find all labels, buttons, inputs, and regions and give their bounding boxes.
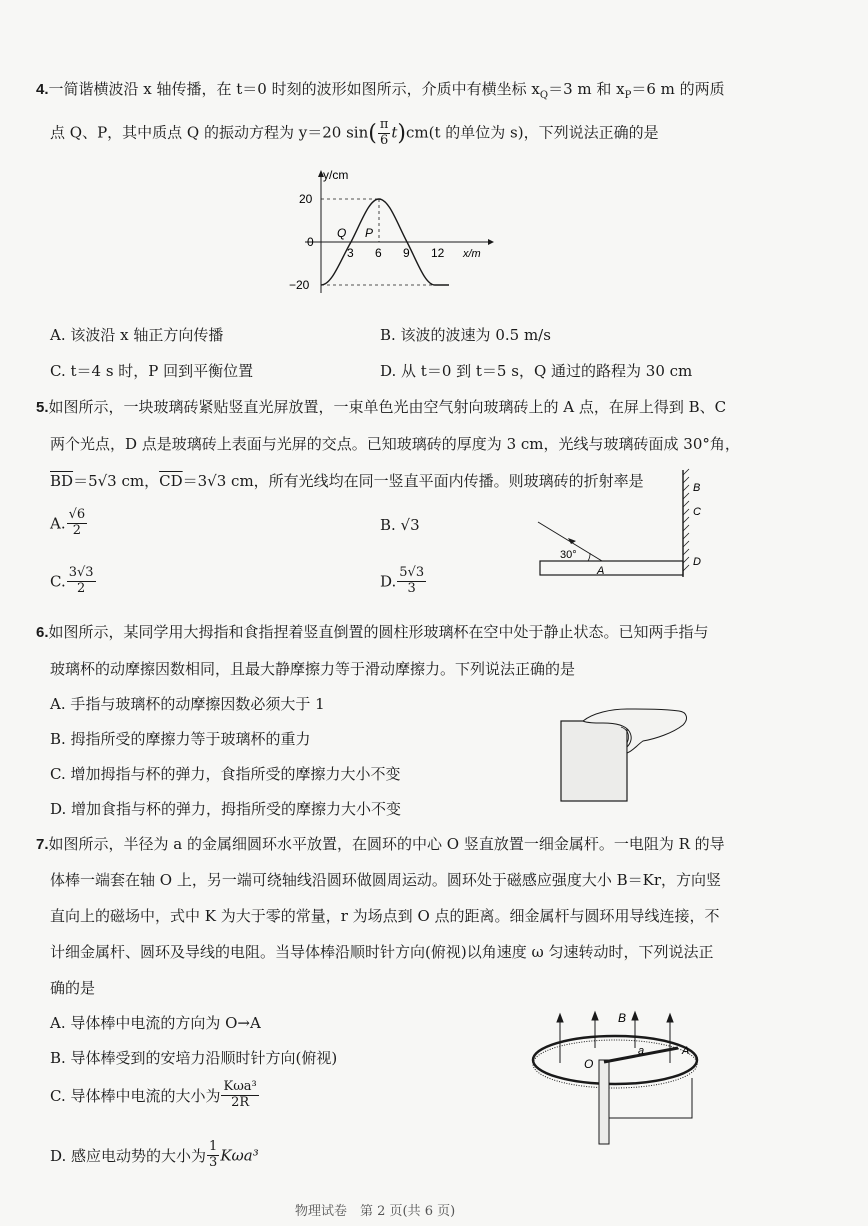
q5-text-3a: ＝5√3 cm， (73, 472, 160, 490)
q5-line2: 两个光点，D 点是玻璃砖上表面与光屏的交点。已知玻璃砖的厚度为 3 cm，光线与玻璃砖面成 30°角， (50, 435, 740, 453)
x-axis-arrow (488, 239, 494, 245)
q4-pi-over-6: $\frac{\pi}{6}$ (379, 117, 389, 148)
q4-option-a: A. 该波沿 x 轴正方向传播 (50, 326, 224, 344)
q7-ring-figure (520, 1008, 720, 1148)
q6-line2: 玻璃杯的动摩擦因数相同，且最大静摩擦力等于滑动摩擦力。下列说法正确的是 (50, 660, 576, 678)
q4-line1 (36, 78, 725, 101)
q5-frac-a: $\frac{√6}{2}$ (68, 507, 86, 538)
q7-line5: 确的是 (50, 979, 96, 997)
q6-glass-hand-figure (555, 703, 695, 803)
q5-number: 5. (36, 399, 49, 416)
x-tick-6: 6 (375, 246, 382, 260)
q4-sub-p: P (624, 90, 632, 101)
q4-text-2c: cm(t 的单位为 s)，下列说法正确的是 (406, 123, 659, 142)
q4-text-t: t (391, 123, 398, 142)
q7-option-b: B. 导体棒受到的安培力沿顺时针方向(俯视) (50, 1049, 338, 1067)
point-p-label: P (365, 226, 374, 240)
point-o-label: O (584, 1057, 594, 1071)
q4-text-1c: ＝6 m 的两质 (631, 80, 725, 98)
point-a-label: A (682, 1045, 690, 1057)
q6-option-b: B. 拇指所受的摩擦力等于玻璃杯的重力 (50, 730, 311, 748)
q7-frac-c: $\frac{\text{Kωa³}}{2R}$ (223, 1079, 257, 1110)
q4-text-2a: 点 Q、P，其中质点 Q 的振动方程为 y＝20 sin (50, 123, 369, 142)
q4-option-d: D. 从 t＝0 到 t＝5 s，Q 通过的路程为 30 cm (380, 362, 693, 380)
q4-text-1b: ＝3 m 和 x (548, 80, 625, 98)
q6-option-d: D. 增加食指与杯的弹力，拇指所受的摩擦力大小不变 (50, 800, 402, 818)
q7-line3: 直向上的磁场中，式中 K 为大于零的常量，r 为场点到 O 点的距离。细金属杆与圆环用导线连接，不 (50, 907, 720, 925)
angle-arc (588, 553, 590, 561)
q5-option-a: A. $\frac{√6}{2}$ (50, 507, 86, 538)
x-tick-9: 9 (403, 246, 410, 260)
q7-text-1: 如图所示，半径为 a 的金属细圆环水平放置，在圆环的中心 O 竖直放置一细金属杆。一电阻为 R 的导 (48, 835, 725, 853)
q7-option-a: A. 导体棒中电流的方向为 O→A (50, 1014, 261, 1032)
point-q-label: Q (337, 226, 347, 240)
point-c-label: C (693, 506, 701, 518)
point-b-label: B (693, 482, 701, 494)
glass-cup (561, 721, 627, 801)
q6-line1 (36, 621, 709, 642)
q7-option-c: C. 导体棒中电流的大小为 $\frac{\text{Kωa³}}{2R}$ (50, 1079, 257, 1110)
q7-line2: 体棒一端套在轴 O 上，另一端可绕轴线沿圆环做圆周运动。圆环处于磁感应强度大小 B＝Kr，方向竖 (50, 871, 722, 889)
radius-a-label: a (638, 1045, 645, 1057)
q4-text-1: 一简谐横波沿 x 轴传播，在 t＝0 时刻的波形如图所示，介质中有横坐标 x (48, 80, 540, 98)
q5-bd: $\overline{BD}$ (50, 472, 74, 490)
q4-line2: 点 Q、P，其中质点 Q 的振动方程为 y＝20 sin( $\frac{\pi}{6}$ t)cm(t 的单位为 s)，下列说法正确的是 (50, 117, 659, 148)
q7-line1 (36, 833, 725, 854)
q4-wave-graph (285, 165, 500, 300)
q5-option-b: B. √3 (380, 516, 420, 534)
q7-option-d: D. 感应电动势的大小为 $\frac{1}{3}$ Kωa³ (50, 1139, 259, 1170)
q5-line1 (36, 396, 726, 417)
glass-brick (540, 561, 683, 575)
metal-rod (599, 1060, 609, 1144)
q6-text-1: 如图所示，某同学用大拇指和食指捏着竖直倒置的圆柱形玻璃杯在空中处于静止状态。已知两手指与 (48, 623, 709, 641)
q7-number: 7. (36, 836, 49, 853)
q5-text-1: 如图所示，一块玻璃砖紧贴竖直光屏放置，一束单色光由空气射向玻璃砖上的 A 点，在屏上得到 B、C (48, 398, 727, 416)
q7-line4: 计细金属杆、圆环及导线的电阻。当导体棒沿顺时针方向(俯视)以角速度 ω 匀速转动时，下列说法正 (50, 943, 714, 961)
q5-text-3b: ＝3√3 cm，所有光线均在同一竖直平面内传播。则玻璃砖的折射率是 (182, 472, 644, 490)
q5-option-d: D. $\frac{5√3}{3}$ (380, 565, 425, 596)
q4-option-c: C. t＝4 s 时，P 回到平衡位置 (50, 362, 254, 380)
y-tick-20: 20 (299, 192, 313, 206)
angle-label: 30° (560, 549, 577, 561)
q4-sub-q: Q (539, 90, 549, 101)
q5-cd: $\overline{CD}$ (159, 472, 183, 490)
x-tick-12: 12 (431, 246, 445, 260)
y-tick-neg20: −20 (289, 278, 310, 292)
magnetic-field-lines (557, 1012, 673, 1063)
q4-number: 4. (36, 81, 49, 98)
q6-option-a: A. 手指与玻璃杯的动摩擦因数必须大于 1 (50, 695, 325, 713)
q5-frac-d: $\frac{5√3}{3}$ (399, 565, 425, 596)
y-axis-label: y/cm (323, 168, 349, 182)
x-axis-label: x/m (463, 248, 481, 260)
q7-frac-d: $\frac{1}{3}$ (209, 1139, 218, 1170)
point-d-label: D (693, 556, 701, 568)
ring-edge (533, 1040, 697, 1088)
field-b-label: B (618, 1011, 627, 1025)
q5-frac-c: $\frac{3√3}{2}$ (68, 565, 94, 596)
point-a-label: A (597, 565, 605, 577)
page-footer: 物理试卷 第 2 页(共 6 页) (295, 1204, 456, 1219)
q6-option-c: C. 增加拇指与杯的弹力，食指所受的摩擦力大小不变 (50, 765, 401, 783)
q5-glass-figure (530, 465, 720, 585)
x-tick-3: 3 (347, 246, 354, 260)
q5-option-c: C. $\frac{3√3}{2}$ (50, 565, 94, 596)
screen-hatch (683, 469, 689, 571)
y-tick-0: 0 (307, 235, 314, 249)
q4-option-b: B. 该波的波速为 0.5 m/s (380, 326, 551, 344)
q6-number: 6. (36, 624, 49, 641)
